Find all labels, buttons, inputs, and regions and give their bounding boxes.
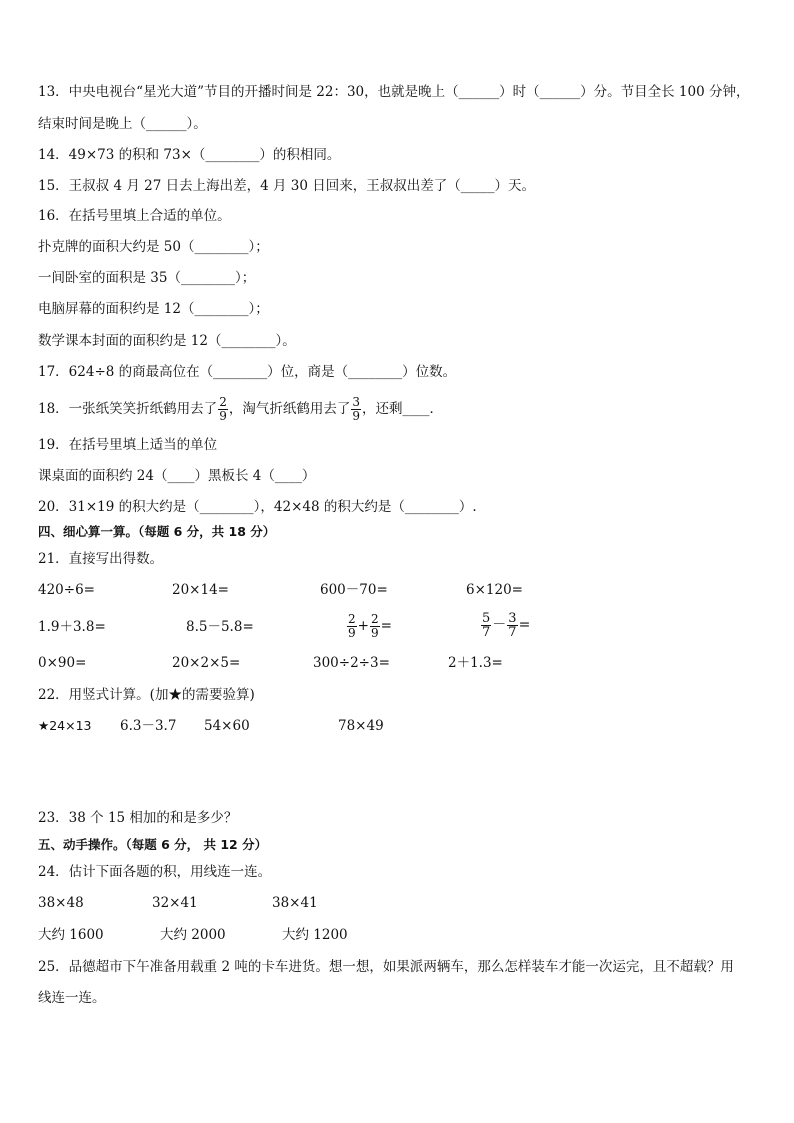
q21-item: 2＋1.3= <box>448 655 503 671</box>
q24-answer: 大约 1200 <box>282 927 348 943</box>
fraction: $\frac{2}{9}$ <box>348 612 356 640</box>
q21-item: 1.9＋3.8= <box>38 619 106 635</box>
fraction: $\frac{2}{9}$ <box>219 395 227 423</box>
q21-item: 0×90= <box>38 655 87 671</box>
fraction: $\frac{3}{9}$ <box>352 395 360 423</box>
q21-item: 300÷2÷3= <box>313 655 390 671</box>
q24-expr: 38×48 <box>38 895 84 911</box>
q24-answer: 大约 2000 <box>160 927 226 943</box>
q21-item: 420÷6= <box>38 582 95 598</box>
q15: 15．王叔叔 4 月 27 日去上海出差，4 月 30 日回来，王叔叔出差了（_____）天。 <box>38 178 536 194</box>
q21-item: 6×120= <box>466 582 523 598</box>
q18-mid: ，淘气折纸鹤用去了 <box>228 401 351 417</box>
q24-expr: 38×41 <box>272 895 318 911</box>
q23: 23．38 个 15 相加的和是多少？ <box>38 810 238 826</box>
q21-item: 600－70= <box>320 582 388 598</box>
q22-item: ★24×13 <box>38 718 92 733</box>
q16-item: 数学课本封面的面积约是 12（________）。 <box>38 333 296 349</box>
fraction: $\frac{5}{7}$ <box>482 610 491 640</box>
q13-line1: 13．中央电视台“星光大道”节目的开播时间是 22：30，也就是晚上（______）时（______）分。节目全长 100 分钟， <box>38 84 750 100</box>
q22-item: 6.3－3.7 <box>120 718 177 734</box>
q16-title: 16．在括号里填上合适的单位。 <box>38 208 231 224</box>
q22-item: 54×60 <box>204 718 250 734</box>
q21-item: 20×14= <box>172 582 229 598</box>
fraction: $\frac{3}{7}$ <box>508 610 517 640</box>
q25-line2: 线连一连。 <box>38 990 106 1006</box>
q18 <box>38 392 443 426</box>
q13-line2: 结束时间是晚上（______）。 <box>38 116 207 132</box>
q21-fraction-expr: $\frac{2}{9}$ + $\frac{2}{9}$ = <box>348 612 392 640</box>
q20: 20．31×19 的积大约是（________），42×48 的积大约是（________）. <box>38 499 477 515</box>
q17: 17．624÷8 的商最高位在（________）位，商是（________）位数。 <box>38 364 457 380</box>
fraction: $\frac{2}{9}$ <box>370 612 379 640</box>
q21-item: 20×2×5= <box>172 655 241 671</box>
q22-title: 22．用竖式计算。(加★的需要验算) <box>38 687 255 703</box>
q14: 14．49×73 的积和 73×（________）的积相同。 <box>38 147 341 163</box>
q21-title: 21．直接写出得数。 <box>38 551 164 567</box>
q19-title: 19．在括号里填上适当的单位 <box>38 437 218 453</box>
q18-pre: 18．一张纸笑笑折纸鹤用去了 <box>38 401 218 417</box>
q21-fraction-expr: $\frac{5}{7}$ － $\frac{3}{7}$ = <box>482 610 531 640</box>
q24-title: 24．估计下面各题的积，用线连一连。 <box>38 864 272 880</box>
q16-item: 扑克牌的面积大约是 50（________）； <box>38 239 269 255</box>
q21-item: 8.5－5.8= <box>186 619 254 635</box>
q16-item: 电脑屏幕的面积约是 12（________）； <box>38 301 269 317</box>
q18-post: ，还剩____． <box>361 401 443 417</box>
q22-item: 78×49 <box>338 718 384 734</box>
q24-answer: 大约 1600 <box>38 927 104 943</box>
section-5-heading: 五、动手操作。（每题 6 分， 共 12 分） <box>38 837 268 852</box>
section-4-heading: 四、细心算一算。（每题 6 分，共 18 分） <box>38 524 276 539</box>
q16-item: 一间卧室的面积是 35（________）； <box>38 270 256 286</box>
q19-line: 课桌面的面积约 24（____）黑板长 4（____） <box>38 468 316 484</box>
q24-expr: 32×41 <box>152 895 198 911</box>
q25-line1: 25．品德超市下午准备用载重 2 吨的卡车进货。想一想，如果派两辆车，那么怎样装车才能一次运完，且不超载？用 <box>38 959 734 975</box>
